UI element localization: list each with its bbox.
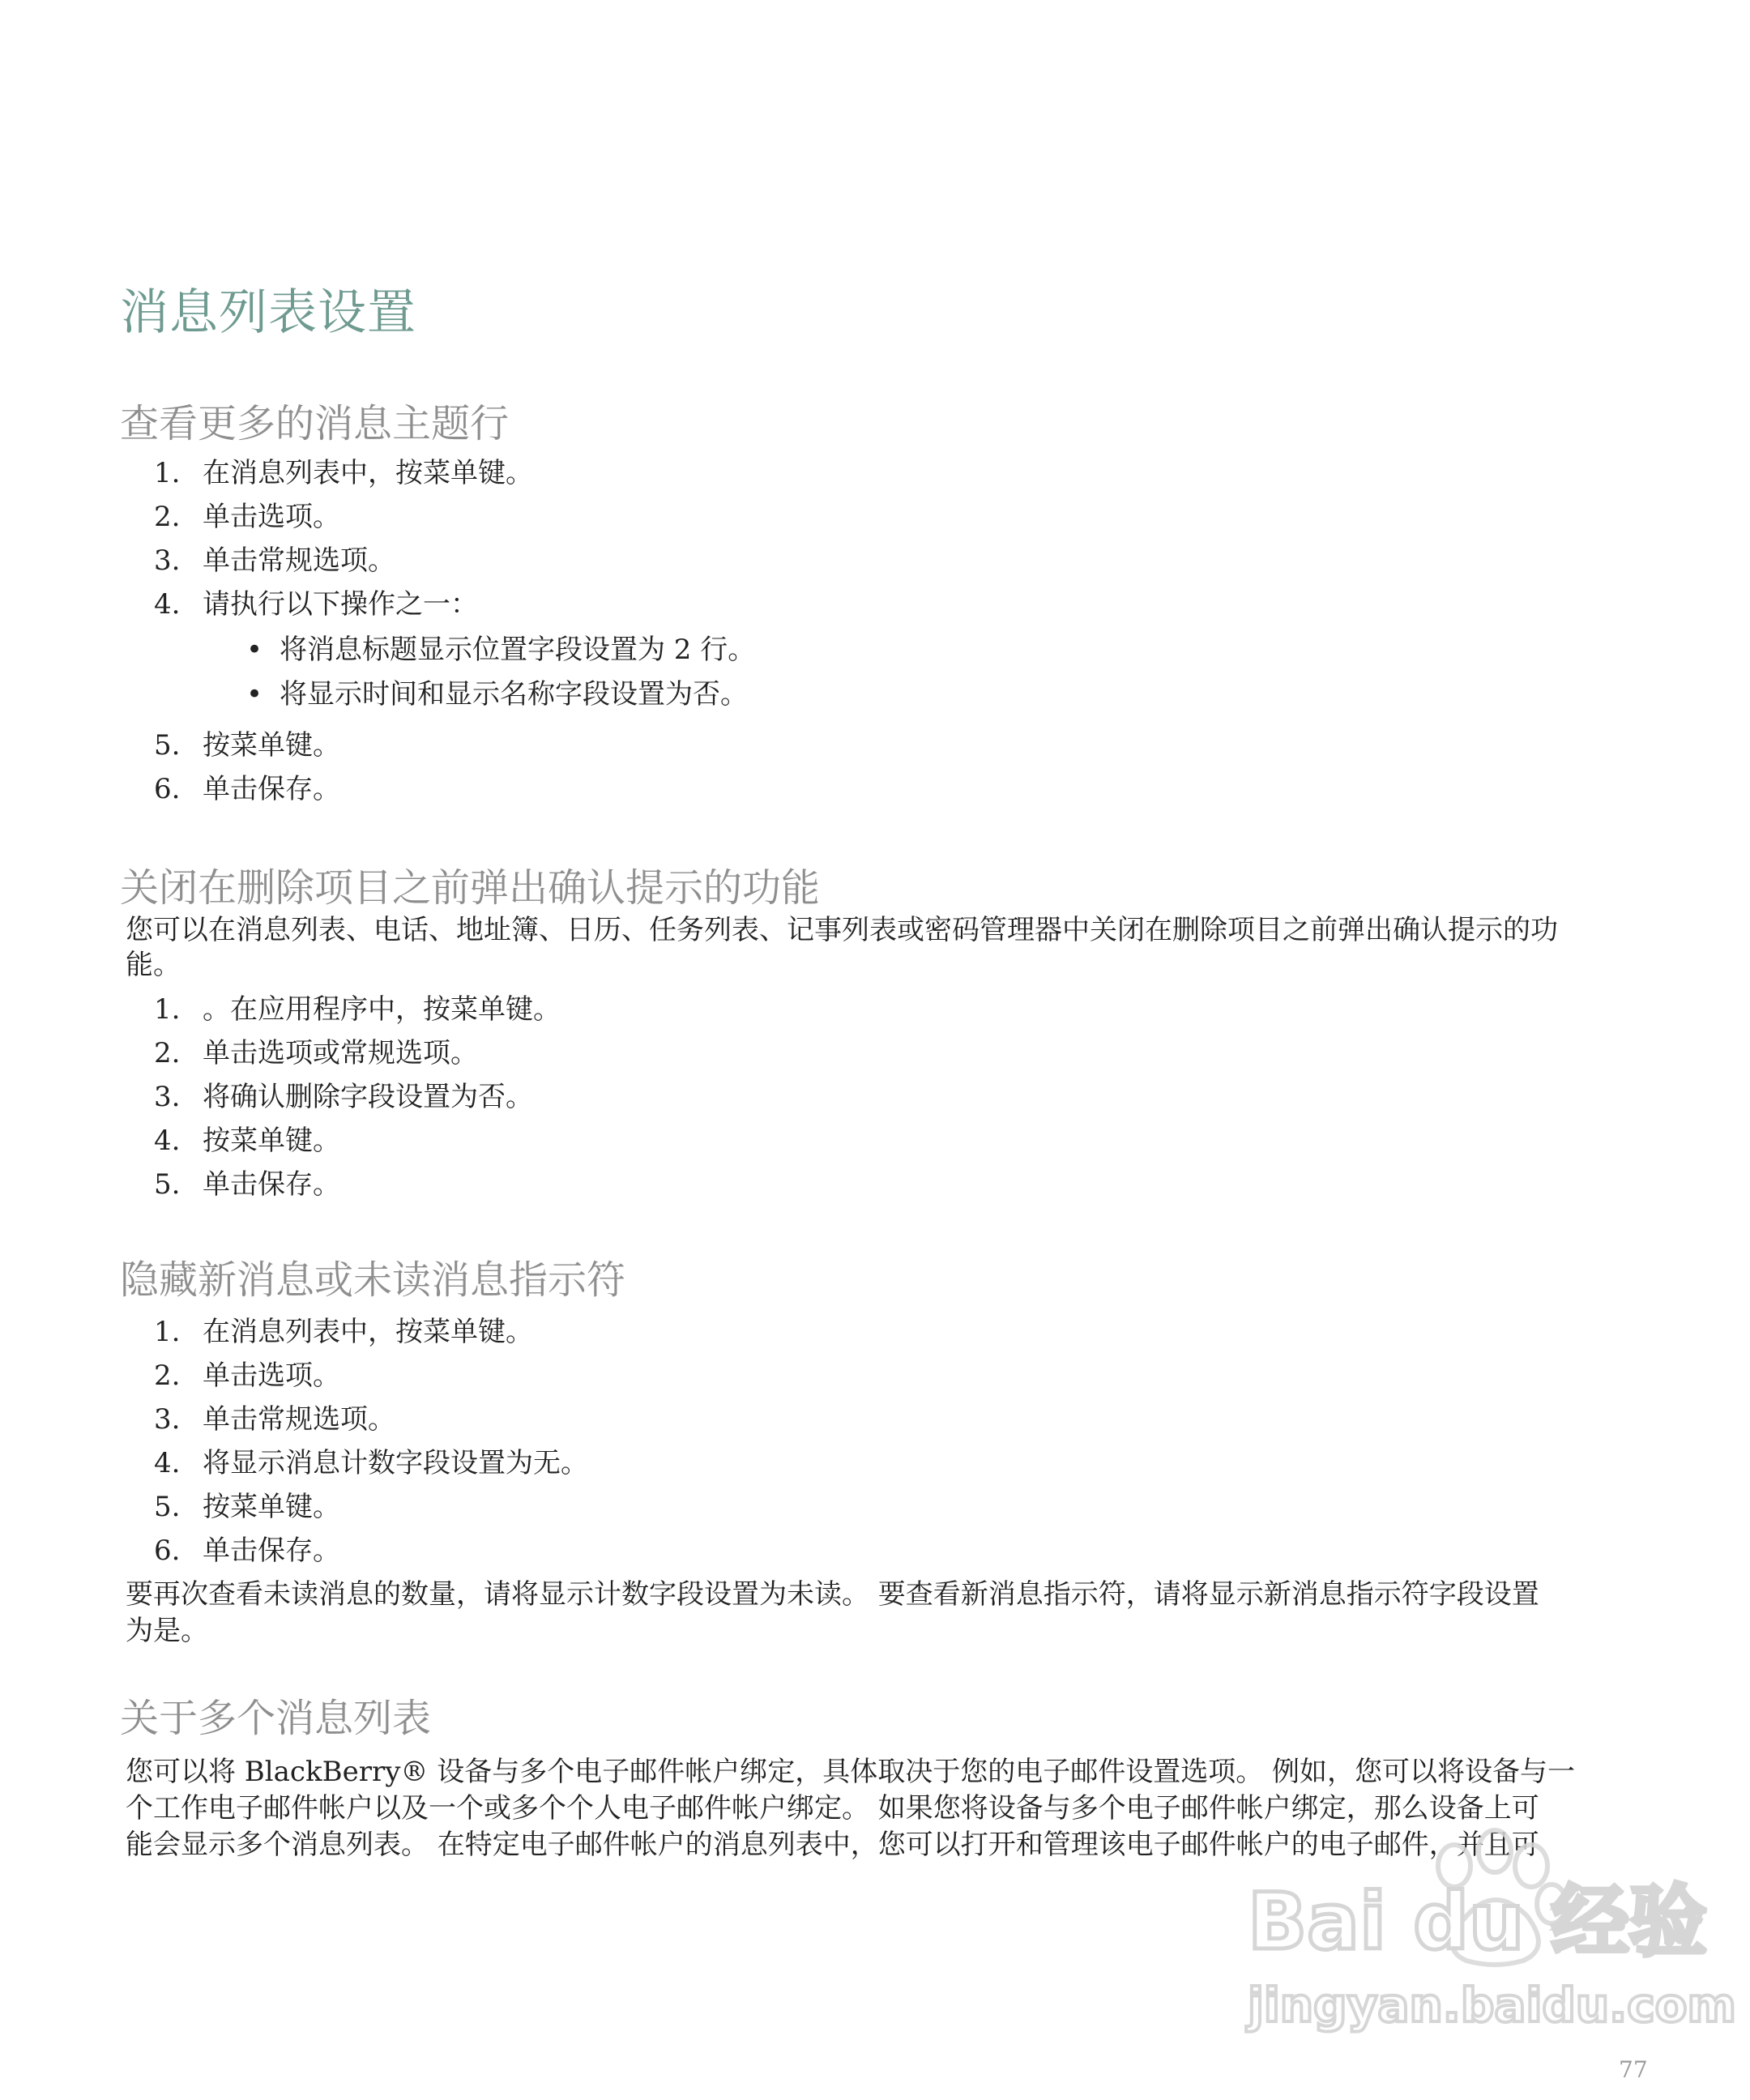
watermark-url-text: jingyan.baidu.com [1248, 1978, 1736, 2033]
watermark-logo-text: Bai du 经验 [1248, 1876, 1707, 1967]
bullet-icon: • [246, 634, 263, 666]
bullet-icon: • [246, 678, 263, 711]
section-intro-line: 您可以在消息列表、电话、地址簿、日历、任务列表、记事列表或密码管理器中关闭在删除项目之前弹出确认提示的功 [126, 914, 1558, 946]
document-page: 消息列表设置 查看更多的消息主题行 1. 在消息列表中，按菜单键。 2. 单击选项。 3. 单击常规选项。 4. 请执行以下操作之一： • 将消息标题显示位置字段设置为 2 行。 • 将显示时间和显示名称字段设置为否。 5. 按菜单键。 6. 单击保存。 关闭在删除项目之前弹出确认提示的功能 您可以在消息列表、电话、地址簿、日历、任务列表、记事列表或密码管理器中关闭在删除项目之前弹出确认提示的功 能。 1. 。在应用程序中，按菜单键。 2. 单击选项或常规选项。 3. 将确认删除字段设置为否。 4. 按菜单键。 5. 单击保存。 隐藏新消息或未读消息指示符 1. 在消息列表中，按菜单键。 2. 单击选项。 3. 单击常规选项。 4. 将显示消息计数字段设置为无。 5. 按菜单键。 6. 单击保存。 要再次查看未读消息的数量，请将显示计数字段设置为未读。 要查看新消息指示符，请将显示新消息指示符字段设置 为是。 关于多个消息列表 您可以将 BlackBerry® 设备与多个电子邮件帐户绑定，具体取决于您的电子邮件设置选项。 例如，您可以将设备与一 个工作电子邮件帐户以及一个或多个个人电子邮件帐户绑定。 如果您将设备与多个电子邮件帐户绑定，那么设备上可 能会显示多个消息列表。 在特定电子邮件帐户的消息列表中，您可以打开和管理该电子邮件帐户的电子邮件，并且可 Bai du 经验 jingyan.baidu.com 77 [0, 0, 1750, 2100]
section-paragraph-line: 个工作电子邮件帐户以及一个或多个个人电子邮件帐户绑定。 如果您将设备与多个电子邮件帐户绑定，那么设备上可 [126, 1792, 1539, 1825]
section-heading-more-subject-lines: 查看更多的消息主题行 [120, 401, 510, 446]
section-heading-delete-confirmation: 关闭在删除项目之前弹出确认提示的功能 [120, 865, 821, 911]
page-title: 消息列表设置 [120, 284, 416, 341]
section-paragraph-line: 能会显示多个消息列表。 在特定电子邮件帐户的消息列表中，您可以打开和管理该电子邮件帐户的电子邮件，并且可 [126, 1829, 1539, 1861]
section-intro-line: 能。 [126, 949, 181, 981]
section-note-line: 要再次查看未读消息的数量，请将显示计数字段设置为未读。 要查看新消息指示符，请将显示新消息指示符字段设置 [126, 1578, 1539, 1611]
section-heading-hide-indicators: 隐藏新消息或未读消息指示符 [120, 1257, 626, 1303]
section-paragraph-line: 您可以将 BlackBerry® 设备与多个电子邮件帐户绑定，具体取决于您的电子邮件设置选项。 例如，您可以将设备与一 [126, 1756, 1576, 1788]
section-note-line: 为是。 [126, 1615, 208, 1647]
section-heading-multiple-lists: 关于多个消息列表 [120, 1696, 432, 1741]
page-number: 77 [1619, 2056, 1648, 2083]
baidu-jingyan-watermark [1248, 1827, 1736, 2046]
